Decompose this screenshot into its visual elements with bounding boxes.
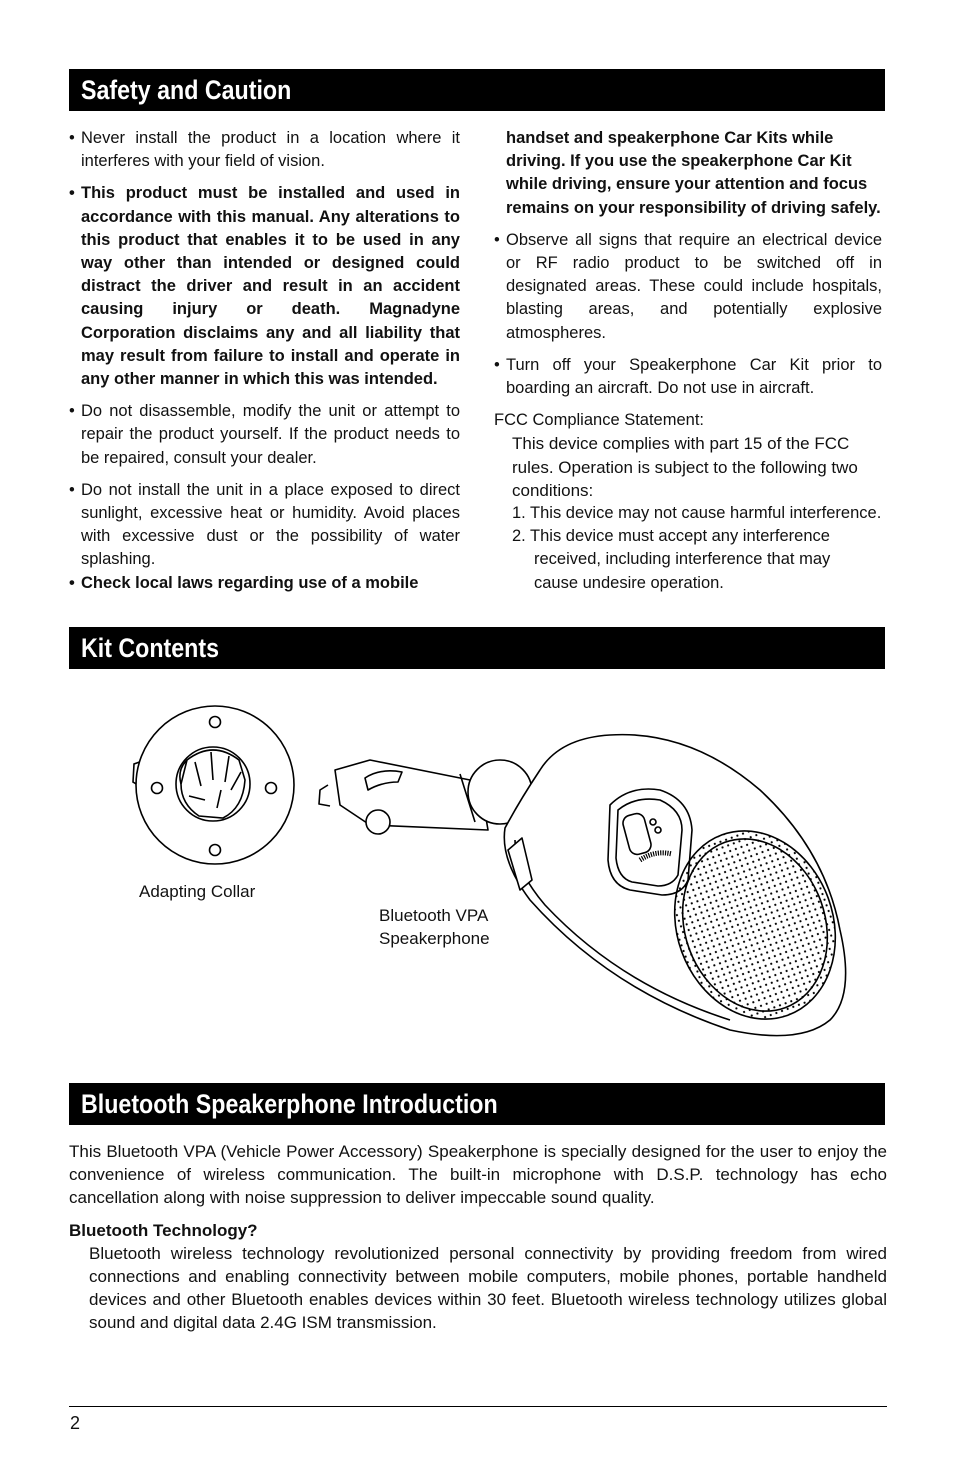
safety-item-continued: handset and speakerphone Car Kits while driving. If you use the speakerphone Car Kit while driving, ensure your attention and focus remains on your responsibility of driving safely. (506, 129, 881, 217)
section-title: Kit Contents (81, 633, 220, 663)
intro-block (69, 1140, 887, 1335)
collar-label: Adapting Collar (139, 882, 256, 901)
page-number: 2 (70, 1413, 81, 1433)
vpa-label-line2: Speakerphone (379, 929, 490, 948)
section-title: Safety and Caution (81, 75, 292, 105)
footer-rule (69, 1406, 887, 1407)
fcc-item: 2. This device must accept any interference (512, 527, 830, 546)
intro-subhead: Bluetooth Technology? (69, 1220, 258, 1240)
fcc-body: This device complies with part 15 of the FCC rules. Operation is subject to the following two conditions: (512, 434, 858, 500)
vpa-label-line1: Bluetooth VPA (379, 906, 489, 925)
safety-item: • Observe all signs that require an electrical device or RF radio product to be switched off in designated areas. These could include hospitals, blasting areas, and potentially explosive atmospheres. (494, 229, 882, 345)
safety-item-warning: • This product must be installed and used in accordance with this manual. Any alterations to this product that enables it to be used in any way other than intended or designed could distract the driver and result in an accident causing injury or death. Magnadyne Corporation disclaims any and all liability that may result from failure to install and operate in any other manner in which this was intended. (69, 182, 460, 391)
safety-right-column (494, 127, 882, 595)
fcc-item-cont: received, including interference that may (534, 550, 831, 569)
safety-item: • Never install the product in a location where it interferes with your field of vision. (69, 127, 460, 173)
safety-item: • Turn off your Speakerphone Car Kit prior to boarding an aircraft. Do not use in aircraft. (494, 354, 882, 400)
safety-left-column (69, 127, 460, 595)
safety-item: • Do not disassemble, modify the unit or attempt to repair the product yourself. If the product needs to be repaired, consult your dealer. (69, 400, 460, 470)
fcc-title: FCC Compliance Statement: (494, 411, 704, 430)
safety-item-laws: • Check local laws regarding use of a mobile (69, 572, 460, 595)
safety-item: • Do not install the unit in a place exposed to direct sunlight, excessive heat or humidity. Avoid places with excessive dust or the possibility of water splashing. (69, 479, 460, 572)
intro-paragraph: This Bluetooth VPA (Vehicle Power Accessory) Speakerphone is specially designed for the user to enjoy the convenience of wireless communication. The built-in microphone with D.S.P. technology has echo cancellation along with noise suppression to deliver impeccable sound quality. (69, 1142, 887, 1208)
intro-body: Bluetooth wireless technology revolutionized personal connectivity by providing freedom from wired connections and enabling connectivity between mobile computers, mobile phones, portable handheld devices and other Bluetooth enables devices within 30 feet. Bluetooth wireless technology utilizes global sound and digital data 2.4G ISM transmission. (89, 1243, 887, 1333)
adapting-collar-illustration (125, 700, 300, 875)
fcc-item-cont: cause undesire operation. (534, 573, 724, 592)
section-header-kit (69, 627, 885, 669)
section-header-intro (69, 1083, 885, 1125)
section-title: Bluetooth Speakerphone Introduction (81, 1089, 498, 1119)
section-header-safety (69, 69, 885, 111)
fcc-item: 1. This device may not cause harmful interference. (512, 504, 882, 523)
speakerphone-illustration (310, 730, 850, 1045)
